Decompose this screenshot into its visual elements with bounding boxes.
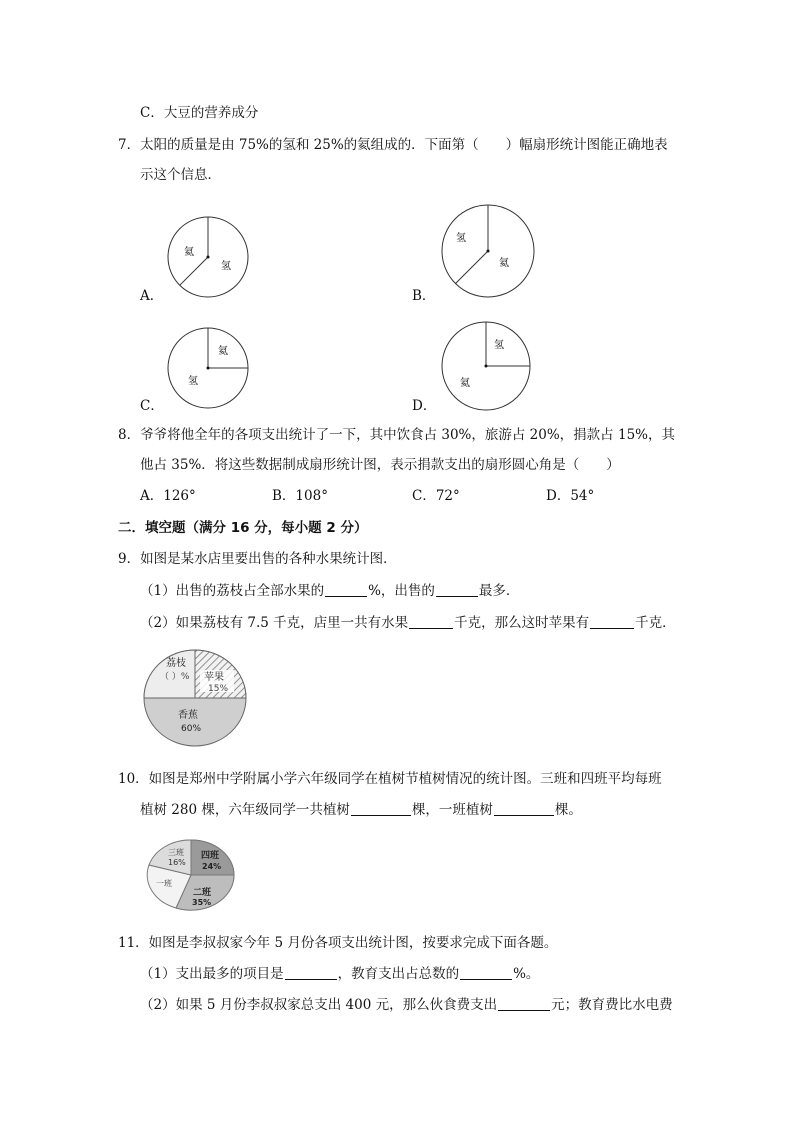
q7-option-c-label: C． [140,398,164,414]
q7-pie-b-radius-lower [456,251,489,284]
q10-blank-total-trees[interactable] [351,801,411,816]
q7-option-a-label: A． [140,288,164,304]
q11-sub2-text-a: （2）如果 5 月份李叔叔家总支出 400 元，那么伙食费支出 [140,997,498,1013]
q11-stem: 11．如图是李叔叔家今年 5 月份各项支出统计图，按要求完成下面各题。 [118,935,558,951]
q7-pie-b-top-label: 氢 [456,233,466,244]
q10-stem-line1: 10．如图是郑州中学附属小学六年级同学在植树节植树情况的统计图。三班和四班平均每班 [118,771,662,787]
q11-blank-food-cost[interactable] [498,996,550,1011]
q10-label-class1: 一班 [156,879,172,888]
q9-sub1-text-c: 最多． [478,583,520,599]
q11-sub1-text-b: ，教育支出占总数的 [337,966,460,982]
q10-stem-line2 [140,801,582,819]
section-2-heading: 二．填空题（满分 16 分，每小题 2 分） [118,520,368,536]
q10-blank-class1-trees[interactable] [494,801,554,816]
q11-sub2 [140,996,673,1014]
q10-line2-text-b: 棵，一班植树 [411,802,493,818]
q7-pie-b [440,203,536,299]
q10-tree-pie-chart [146,838,236,912]
q8-option-b: B．108° [272,488,328,504]
q8-option-a: A．126° [140,488,196,504]
q7-pie-b-bottom-label: 氦 [499,258,509,269]
q10-label-class3: 三班 [168,848,184,857]
q9-blank-most-fruit[interactable] [436,582,478,597]
q7-option-b-label: B． [412,288,436,304]
q10-label-class4-pct: 24% [202,862,222,871]
q8-option-d: D．54° [546,488,595,504]
q10-label-class2-pct: 35% [192,898,212,907]
q9-sub1-text-b: %，出售的 [368,583,435,599]
q7-pie-a-top-label: 氦 [184,247,194,258]
q9-label-lychee: 荔枝 [166,658,186,669]
q10-label-class4: 四班 [201,851,220,861]
q11-sub1 [140,965,539,983]
q9-label-apple: 苹果 [204,672,224,683]
q7-pie-c-top-label: 氦 [218,346,228,357]
q7-stem-line1: 7．太阳的质量是由 75%的氢和 25%的氦组成的．下面第（ ）幅扇形统计图能正确地表 [118,137,668,153]
q7-pie-d-top-label: 氢 [494,340,504,351]
q7-pie-a-bottom-label: 氢 [221,261,231,272]
q10-label-class2: 二班 [193,888,212,898]
q7-pie-d [440,320,532,412]
q7-pie-a-radius-lower [180,257,208,285]
q9-label-apple-pct: 15% [208,684,229,694]
q10-line2-text-a: 植树 280 棵，六年级同学一共植树 [140,802,350,818]
q9-stem: 9．如图是某水店里要出售的各种水果统计图． [118,551,397,567]
q9-sub2 [140,614,676,632]
q9-blank-lychee-percent[interactable] [325,582,367,597]
q7-pie-c [166,326,250,410]
q9-label-banana-pct: 60% [181,724,202,734]
q9-sub2-text-a: （2）如果荔枝有 7.5 千克，店里一共有水果 [140,615,409,631]
q7-pie-d-bottom-label: 氦 [460,378,470,389]
q8-option-c: C．72° [412,488,460,504]
q9-label-banana: 香蕉 [178,710,198,721]
q7-pie-c-bottom-label: 氢 [188,376,198,387]
q9-sub2-text-c: 千克． [635,615,676,631]
q11-sub1-text-a: （1）支出最多的项目是 [140,966,284,982]
q9-sub1 [140,582,519,600]
q7-pie-a [166,215,250,299]
q10-line2-text-c: 棵。 [554,802,582,818]
q8-stem-line2: 他占 35%．将这些数据制成扇形统计图，表示捐款支出的扇形圆心角是（ ） [140,457,620,473]
q8-stem-line1: 8．爷爷将他全年的各项支出统计了一下，其中饮食占 30%，旅游占 20%，捐款占 15%，其 [118,427,675,443]
q11-blank-education-percent[interactable] [460,965,512,980]
q10-label-class3-pct: 16% [168,858,186,867]
q9-label-lychee-pct: （ ）% [160,672,190,682]
q9-sub1-text-a: （1）出售的荔枝占全部水果的 [140,583,325,599]
q9-fruit-pie-chart [142,648,248,748]
q9-sub2-text-b: 千克，那么这时苹果有 [454,615,590,631]
q6-option-c: C．大豆的营养成分 [140,105,259,121]
q7-stem-line2: 示这个信息． [140,167,221,183]
q9-blank-total-fruit[interactable] [409,614,453,629]
q11-blank-largest-item[interactable] [285,965,337,980]
q11-sub1-text-c: %。 [513,966,540,982]
q7-option-d-label: D． [412,398,437,414]
q9-blank-apple-weight[interactable] [590,614,634,629]
q11-sub2-text-b: 元；教育费比水电费 [551,997,673,1013]
